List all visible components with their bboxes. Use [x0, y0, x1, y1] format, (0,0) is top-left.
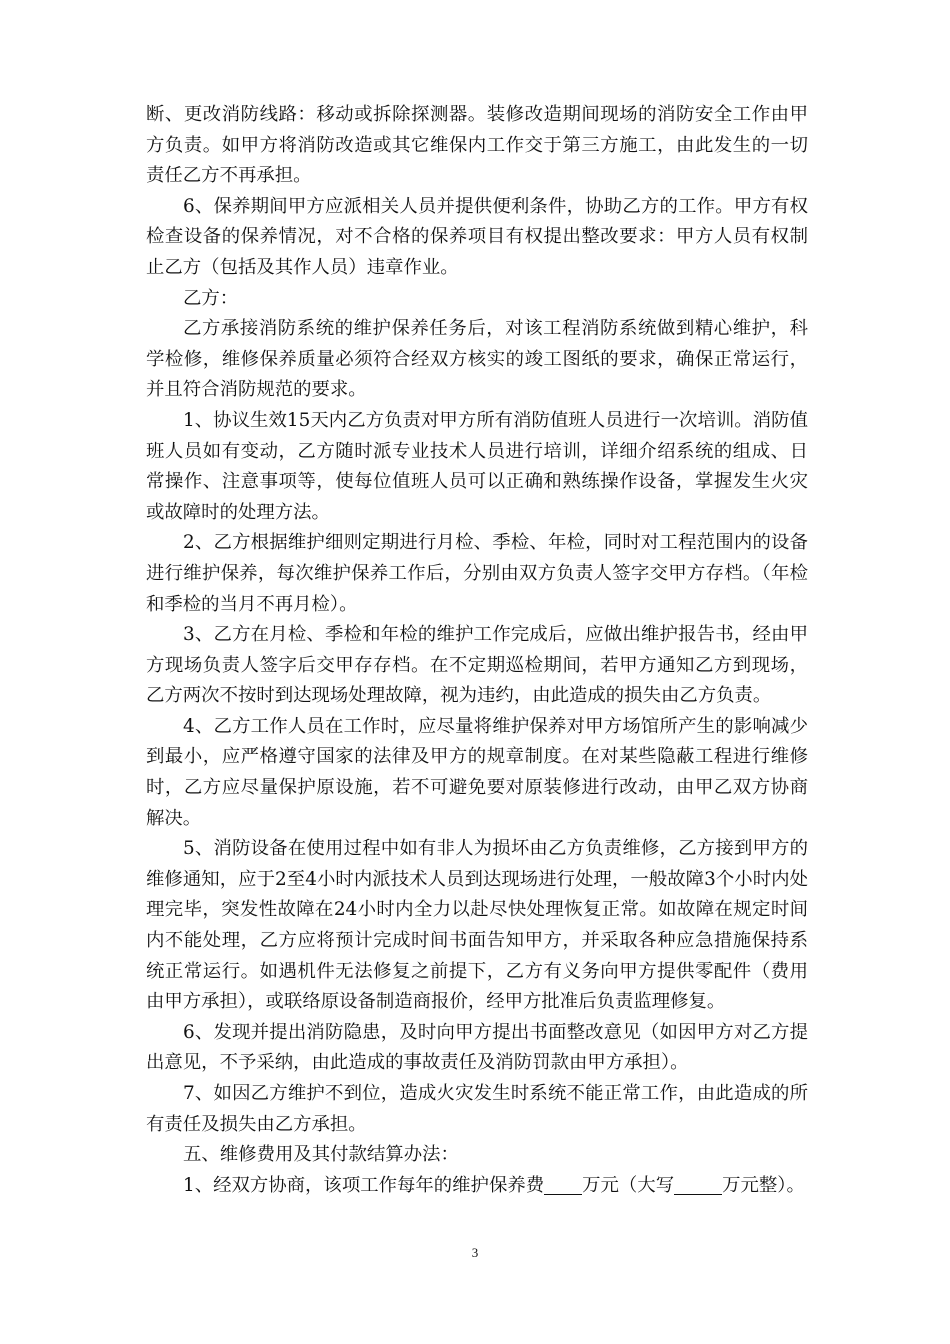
- paragraph-clause-1: 1、协议生效15天内乙方负责对甲方所有消防值班人员进行一次培训。消防值班人员如有变动，乙方随时派专业技术人员进行培训，详细介绍系统的组成、日常操作、注意事项等，使每位值班人员可以正确和熟练操作设备，掌握发生火灾或故障时的处理方法。: [146, 409, 808, 523]
- paragraph-clause-6: 6、发现并提出消防隐患，及时向甲方提出书面整改意见（如因甲方对乙方提出意见，不予采纳，由此造成的事故责任及消防罚款由甲方承担）。: [146, 1021, 808, 1074]
- paragraph-continuation: 断、更改消防线路：移动或拆除探测器。装修改造期间现场的消防安全工作由甲方负责。如甲方将消防改造或其它维保内工作交于第三方施工，由此发生的一切责任乙方不再承担。: [146, 104, 808, 187]
- paragraph-clause-3: 3、乙方在月检、季检和年检的维护工作完成后，应做出维护报告书，经由甲方现场负责人签字后交甲存存档。在不定期巡检期间，若甲方通知乙方到现场，乙方两次不按时到达现场处理故障，视为违约，由此造成的损失由乙方负责。: [146, 624, 808, 707]
- document-page: [146, 100, 808, 1201]
- fee-clause-text-2: 万元（大写: [582, 1174, 675, 1196]
- paragraph-party-b-intro: 乙方承接消防系统的维护保养任务后，对该工程消防系统做到精心维护，科学检修，维修保养质量必须符合经双方核实的竣工图纸的要求，确保正常运行，并且符合消防规范的要求。: [146, 318, 808, 401]
- paragraph-clause-5: 5、消防设备在使用过程中如有非人为损坏由乙方负责维修，乙方接到甲方的维修通知，应于2至4小时内派技术人员到达现场进行处理，一般故障3个小时内处理完毕，突发性故障在24小时内全力以赴尽快处理恢复正常。如故障在规定时间内不能处理，乙方应将预计完成时间书面告知甲方，并采取各种应急措施保持系统正常运行。如遇机件无法修复之前提下，乙方有义务向甲方提供零配件（费用由甲方承担），或联络原设备制造商报价，经甲方批准后负责监理修复。: [146, 838, 808, 1013]
- paragraph-clause-6-party-a: 6、保养期间甲方应派相关人员并提供便利条件，协助乙方的工作。甲方有权检查设备的保养情况，对不合格的保养项目有权提出整改要求：甲方人员有权制止乙方（包括及其作人员）违章作业。: [146, 195, 808, 278]
- paragraph-fee-clause: [146, 1171, 808, 1202]
- page-number: 3: [471, 1245, 479, 1260]
- fee-clause-text-3: 万元整）。: [722, 1174, 805, 1196]
- heading-party-b: 乙方：: [183, 287, 239, 309]
- paragraph-clause-2: 2、乙方根据维护细则定期进行月检、季检、年检，同时对工程范围内的设备进行维护保养，每次维护保养工作后，分别由双方负责人签字交甲方存档。（年检和季检的当月不再月检）。: [146, 532, 808, 615]
- paragraph-clause-4: 4、乙方工作人员在工作时，应尽量将维护保养对甲方场馆所产生的影响减少到最小，应严格遵守国家的法律及甲方的规章制度。在对某些隐蔽工程进行维修时，乙方应尽量保护原设施，若不可避免要对原装修进行改动，由甲乙双方协商解决。: [146, 715, 808, 829]
- fee-amount-blank: [544, 1174, 582, 1195]
- heading-section-5: 五、维修费用及其付款结算办法：: [183, 1144, 459, 1166]
- paragraph-clause-7: 7、如因乙方维护不到位，造成火灾发生时系统不能正常工作，由此造成的所有责任及损失由乙方承担。: [146, 1083, 808, 1135]
- fee-clause-text-1: 1、经双方协商，该项工作每年的维护保养费: [183, 1174, 545, 1196]
- fee-amount-capital-blank: [674, 1174, 722, 1195]
